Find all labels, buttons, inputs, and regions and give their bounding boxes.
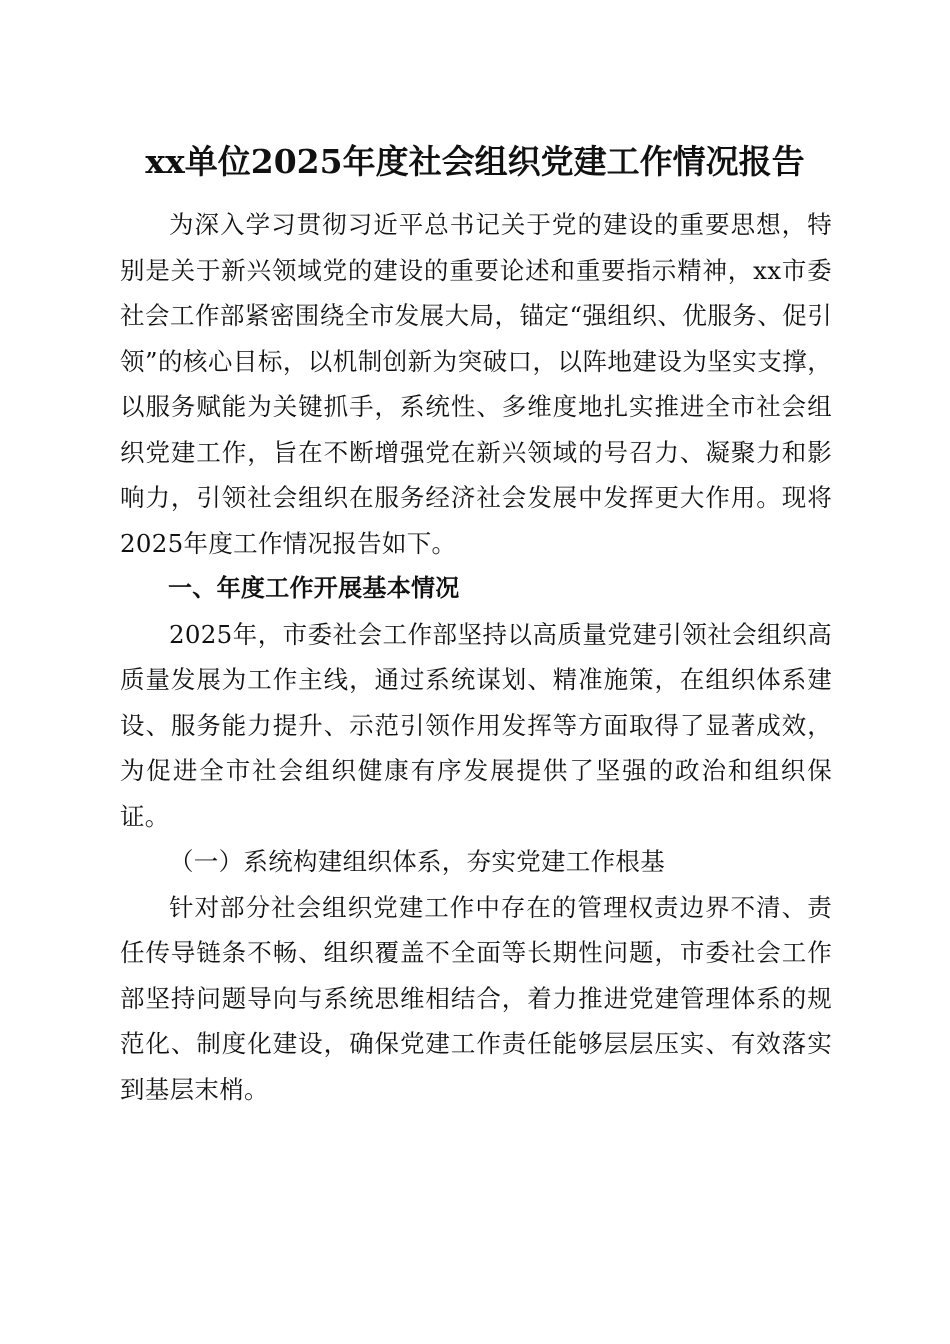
section-1-heading: 一、年度工作开展基本情况 — [168, 574, 460, 602]
section-1-paragraph: 2025年，市委社会工作部坚持以高质量党建引领社会组织高质量发展为工作主线，通过系统谋划、精准施策，在组织体系建设、服务能力提升、示范引领作用发挥等方面取得了显著成效，为促进全市社会组织健康有序发展提供了坚强的政治和组织保证。 — [120, 619, 832, 831]
document-body — [120, 202, 832, 1112]
document-title: xx单位2025年度社会组织党建工作情况报告 — [145, 142, 805, 181]
intro-paragraph: 为深入学习贯彻习近平总书记关于党的建设的重要思想，特别是关于新兴领域党的建设的重要论述和重要指示精神，xx市委社会工作部紧密围绕全市发展大局，锚定“强组织、优服务、促引领”的核心目标，以机制创新为突破口，以阵地建设为坚实支撑，以服务赋能为关键抓手，系统性、多维度地扎实推进全市社会组织党建工作，旨在不断增强党在新兴领域的号召力、凝聚力和影响力，引领社会组织在服务经济社会发展中发挥更大作用。现将2025年度工作情况报告如下。 — [120, 210, 832, 558]
subsection-1-heading: （一）系统构建组织体系，夯实党建工作根基 — [169, 847, 665, 876]
subsection-1-paragraph: 针对部分社会组织党建工作中存在的管理权责边界不清、责任传导链条不畅、组织覆盖不全面等长期性问题，市委社会工作部坚持问题导向与系统思维相结合，着力推进党建管理体系的规范化、制度化建设，确保党建工作责任能够层层压实、有效落实到基层末梢。 — [120, 892, 832, 1104]
